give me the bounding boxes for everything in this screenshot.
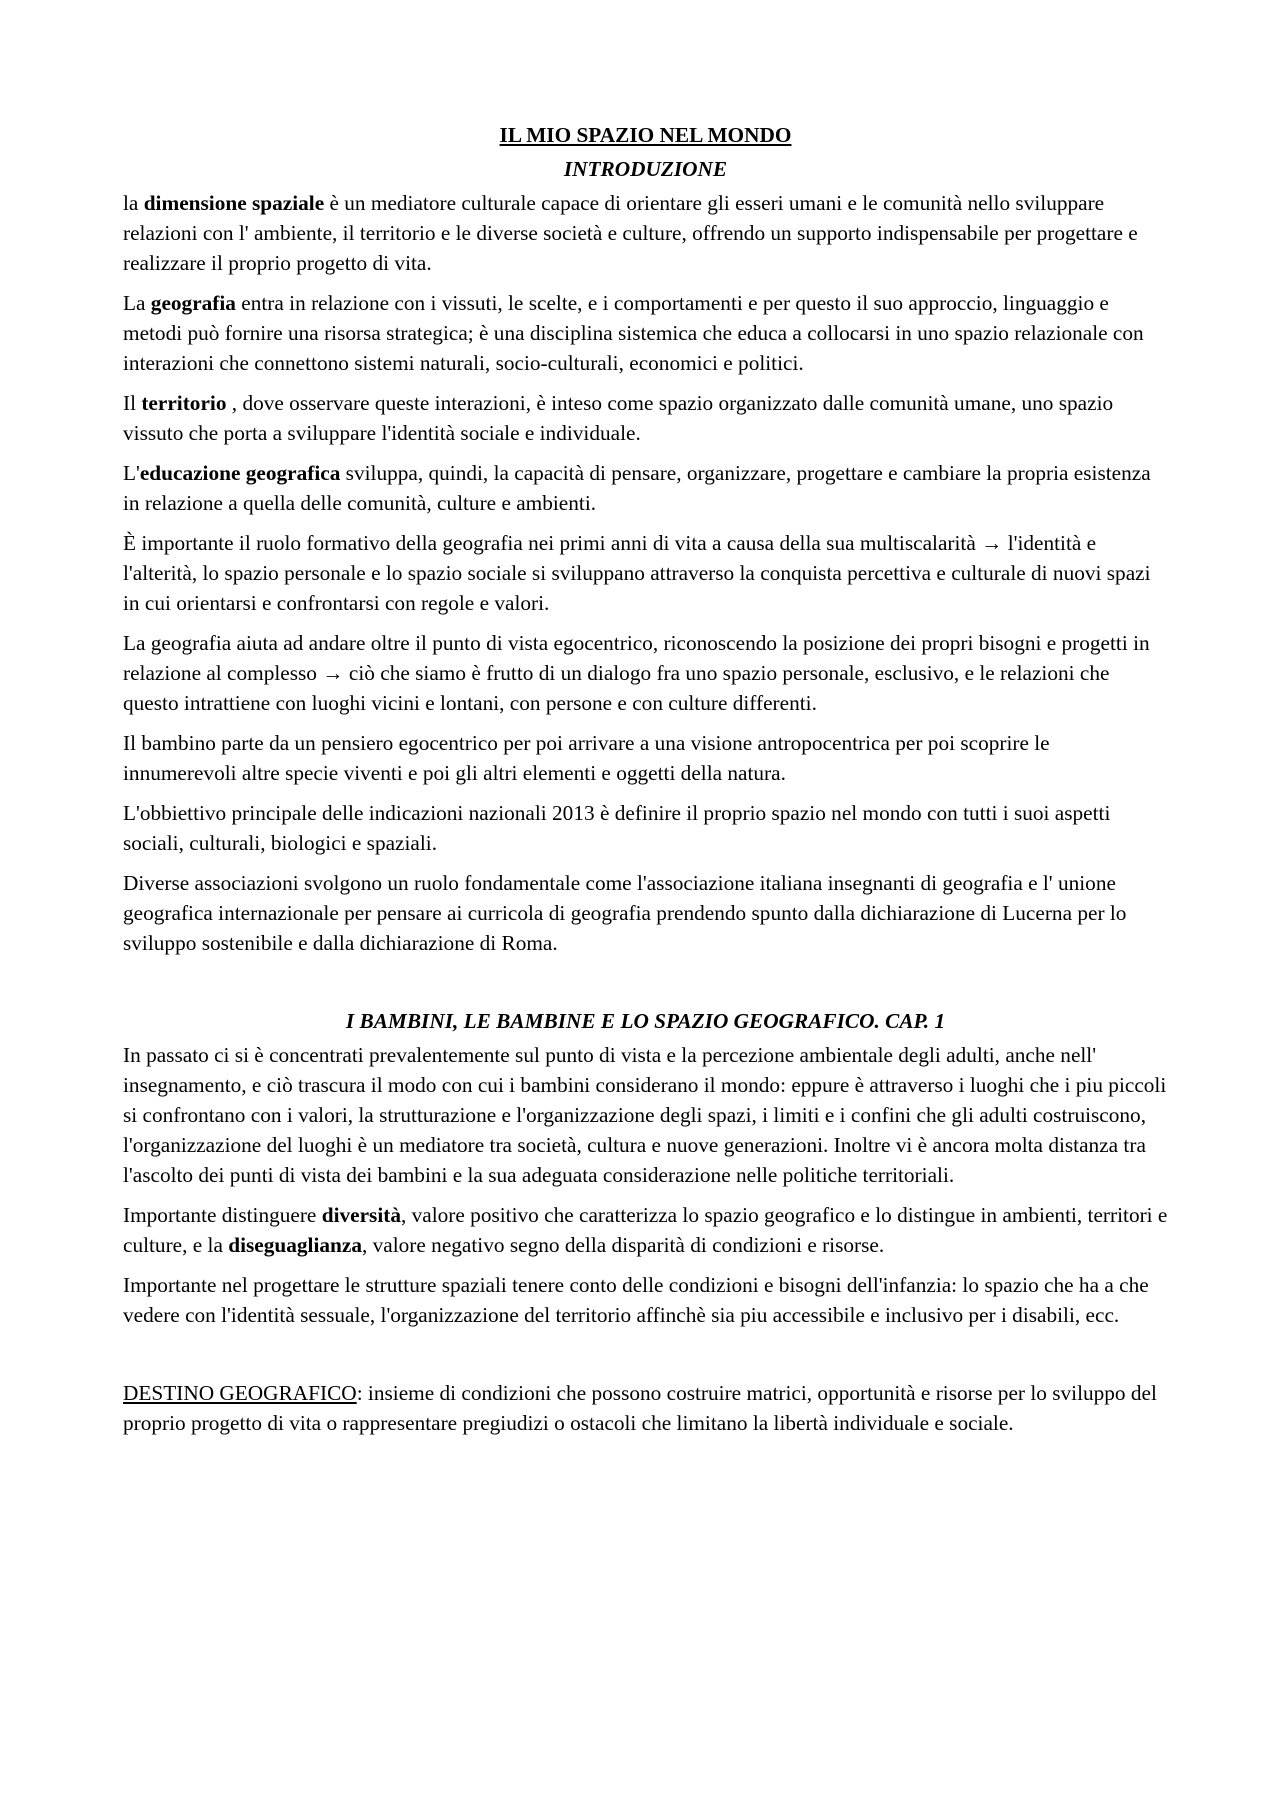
paragraph-in-passato: In passato ci si è concentrati prevalentemente sul punto di vista e la percezione ambientale degli adulti, anche nell' insegnamento, e ciò trascura il modo con cui i bambini considerano il mondo: eppure è attraverso i luoghi che i piu piccoli si confrontano con i valori, la strutturazione e l'organizzazione degli spazi, i limiti e i confini che gli adulti costruiscono, l'organizzazione del luoghi è un mediatore tra società, cultura e nuove generazioni. Inoltre vi è ancora molta distanza tra l'ascolto dei punti di vista dei bambini e la sua adeguata considerazione nelle politiche territoriali. xyxy=(123,1043,1167,1187)
bold-term: dimensione spaziale xyxy=(143,191,325,215)
bold-term-diseguaglianza: diseguaglianza xyxy=(228,1233,362,1257)
chapter-heading: I BAMBINI, LE BAMBINE E LO SPAZIO GEOGRAFICO. CAP. 1 xyxy=(345,1009,946,1033)
bold-term: educazione geografica xyxy=(139,461,341,485)
paragraph-territorio: Il territorio , dove osservare queste interazioni, è inteso come spazio organizzato dalle comunità umane, uno spazio vissuto che porta a sviluppare l'identità sociale e individuale. xyxy=(123,391,1114,445)
bold-term-diversita: diversità xyxy=(321,1203,401,1227)
paragraph-diversita-diseguaglianza: Importante distinguere diversità, valore positivo che caratterizza lo spazio geografico e lo distingue in ambienti, territori e culture, e la diseguaglianza, valore negativo segno della disparità di condizioni e risorse. xyxy=(123,1203,1168,1257)
paragraph-geografia: La geografia entra in relazione con i vissuti, le scelte, e i comportamenti e per questo il suo approccio, linguaggio e metodi può fornire una risorsa strategica; è una disciplina sistemica che educa a collocarsi in uno spazio relazionale con interazioni che connettono sistemi naturali, socio-culturali, economici e politici. xyxy=(123,291,1144,375)
paragraph-punto-di-vista: La geografia aiuta ad andare oltre il punto di vista egocentrico, riconoscendo la posizione dei propri bisogni e progetti in relazione al complesso → ciò che siamo è frutto di un dialogo fra uno spazio personale, esclusivo, e le relazioni che questo intrattiene con luoghi vicini e lontani, con persone e con culture differenti. xyxy=(123,631,1150,715)
paragraph-indicazioni-nazionali: L'obbiettivo principale delle indicazioni nazionali 2013 è definire il proprio spazio nel mondo con tutti i suoi aspetti sociali, culturali, biologici e spaziali. xyxy=(123,801,1111,855)
document-title: IL MIO SPAZIO NEL MONDO xyxy=(499,123,792,147)
section-heading-introduction: INTRODUZIONE xyxy=(563,157,728,181)
paragraph-bambino-egocentrico: Il bambino parte da un pensiero egocentrico per poi arrivare a una visione antropocentrica per poi scoprire le innumerevoli altre specie viventi e poi gli altri elementi e oggetti della natura. xyxy=(123,731,1050,785)
paragraph-destino-geografico: DESTINO GEOGRAFICO: insieme di condizioni che possono costruire matrici, opportunità e risorse per lo sviluppo del proprio progetto di vita o rappresentare pregiudizi o ostacoli che limitano la libertà individuale e sociale. xyxy=(123,1381,1157,1435)
underlined-term-destino-geografico: DESTINO GEOGRAFICO xyxy=(123,1381,357,1405)
bold-term: territorio xyxy=(141,391,227,415)
document-page xyxy=(123,120,1168,1448)
paragraph-associazioni: Diverse associazioni svolgono un ruolo fondamentale come l'associazione italiana insegnanti di geografia e l' unione geografica internazionale per pensare ai curricola di geografia prendendo spunto dalla dichiarazione di Lucerna per lo sviluppo sostenibile e dalla dichiarazione di Roma. xyxy=(123,871,1127,955)
bold-term: geografia xyxy=(150,291,236,315)
paragraph-ruolo-formativo: È importante il ruolo formativo della geografia nei primi anni di vita a causa della sua multiscalarità → l'identità e l'alterità, lo spazio personale e lo spazio sociale si sviluppano attraverso la conquista percettiva e culturale di nuovi spazi in cui orientarsi e confrontarsi con regole e valori. xyxy=(123,531,1151,615)
paragraph-dimensione-spaziale: la dimensione spaziale è un mediatore culturale capace di orientare gli esseri umani e le comunità nello sviluppare relazioni con l' ambiente, il territorio e le diverse società e culture, offrendo un supporto indispensabile per progettare e realizzare il proprio progetto di vita. xyxy=(123,191,1138,275)
paragraph-strutture-spaziali: Importante nel progettare le strutture spaziali tenere conto delle condizioni e bisogni dell'infanzia: lo spazio che ha a che vedere con l'identità sessuale, l'organizzazione del territorio affinchè sia piu accessibile e inclusivo per i disabili, ecc. xyxy=(123,1273,1149,1327)
paragraph-educazione-geografica: L'educazione geografica sviluppa, quindi, la capacità di pensare, organizzare, progettare e cambiare la propria esistenza in relazione a quella delle comunità, culture e ambienti. xyxy=(123,461,1151,515)
